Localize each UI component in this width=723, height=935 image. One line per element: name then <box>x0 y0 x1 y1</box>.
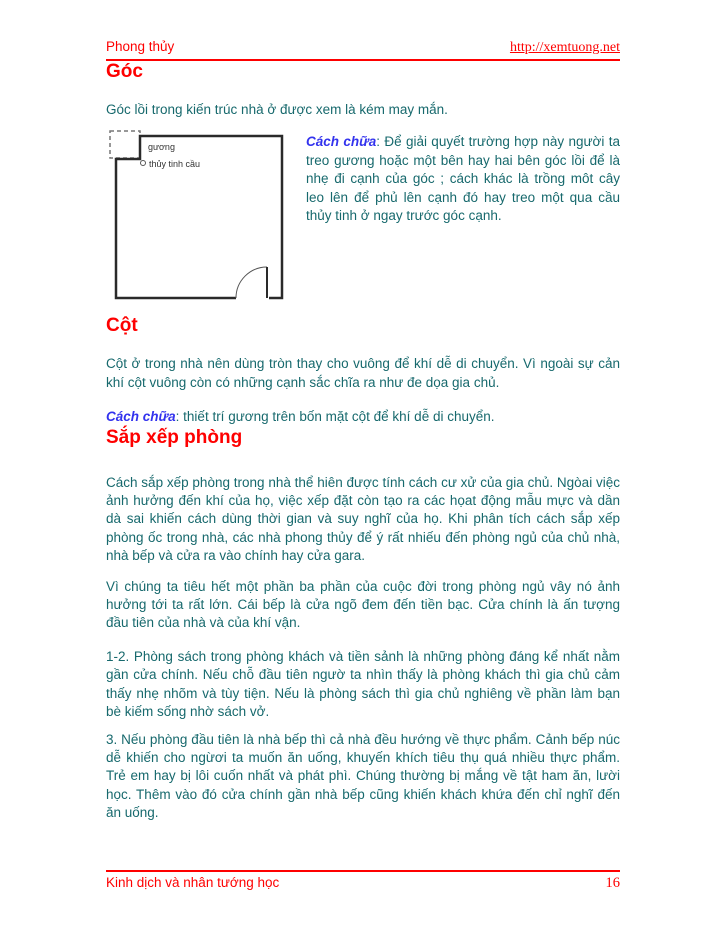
floor-plan-svg <box>106 129 298 315</box>
mirror-dashed-rect <box>110 131 140 158</box>
page-header <box>106 0 620 56</box>
footer-page-number: 16 <box>605 875 620 891</box>
footer-rule <box>106 870 620 872</box>
sxp-paragraph-3: 1-2. Phòng sách trong phòng khách và tiền sảnh là những phòng đáng kể nhất nằm gần cửa chính. Nếu chỗ đầu tiên ngườ ta nhìn thấy là phòng khách thì gia chủ cảm thấy nhẹ nhõm và tùy tiện. Nếu là phòng sách thì gia chủ nghiêng về phần làm bạn bè kiếm sống nhờ sách vở. <box>106 648 620 720</box>
section-heading-sap-xep-phong: Sắp xếp phòng <box>106 426 243 448</box>
cot-remedy-paragraph <box>106 408 620 426</box>
sxp-paragraph-2: Vì chúng ta tiêu hết một phần ba phần của cuộc đời trong phòng ngủ vây nó ảnh hưởng tới ta rất lớn. Cái bếp là cửa ngõ đem đến tiền bạc. Cửa chính là ấn tượng đầu tiên của nhà và của khí vận. <box>106 578 620 631</box>
crystal-label: thủy tinh cầu <box>149 159 201 170</box>
page-footer <box>106 870 620 892</box>
goc-figure-row <box>106 129 620 315</box>
goc-remedy-paragraph <box>306 133 620 225</box>
cot-remedy-label: Cách chữa <box>106 409 176 425</box>
goc-intro-paragraph: Góc lồi trong kiến trúc nhà ở được xem là kém may mắn. <box>106 102 448 117</box>
goc-remedy-text: : Để giải quyết trường hợp này người ta treo gương hoặc một bên hay hai bên góc lồi để là nhẹ đi cạnh của góc ; cách khác là trồng môt cây leo lên để phủ lên cạnh đó hay treo một qua cầu thủy tinh ở ngay trước góc cạnh. <box>306 134 620 224</box>
mirror-label: gương <box>148 142 175 153</box>
footer-title: Kinh dịch và nhân tướng học <box>106 875 280 890</box>
sxp-paragraph-1: Cách sắp xếp phòng trong nhà thể hiên được tính cách cư xử của gia chủ. Ngòai việc ảnh hưởng đến khí của họ, việc xếp đặt còn tạo ra các họat động mẫu mực và dần dà sai khiến cách dùng thời gian và suy nghĩ của họ. Khi phân tích cách sắp xếp phòng ốc trong nhà, các nhà phong thủy để ý rất nhiếu đến phòng ngủ của chủ nhà, nhà bếp và cửa ra vào chính hay cửa gara. <box>106 474 620 564</box>
cot-remedy-text: : thiết trí gương trên bốn mặt cột để khí dễ di chuyển. <box>175 409 495 425</box>
header-url-link[interactable]: http://xemtuong.net <box>509 40 620 55</box>
cot-body-paragraph: Cột ở trong nhà nên dùng tròn thay cho vuông để khí dễ di chuyển. Vì ngoài sự cản khí cột vuông còn có những cạnh sắc chĩa ra như đe dọa gia chủ. <box>106 356 620 390</box>
crystal-ball-icon <box>141 161 146 166</box>
section-heading-goc: Góc <box>106 61 143 82</box>
header-title: Phong thủy <box>106 39 175 54</box>
door-swing-arc <box>236 267 267 298</box>
section-heading-cot: Cột <box>106 315 138 337</box>
goc-remedy-label: Cách chữa <box>306 134 377 150</box>
sxp-paragraph-4: 3. Nếu phòng đầu tiên là nhà bếp thì cả nhà đều hướng về thực phẩm. Cảnh bếp núc dễ khiến cho ngừơi ta muốn ăn uống, khuyến khích tiêu thụ quá nhiều thực phẩm. Trẻ em hay bị lôi cuốn nhất và phát phì. Chúng thường bị mắng về tật ham ăn, lười học. Thêm vào đó cửa chính gần nhà bếp cũng khiến khách khứa đến chỉ nghĩ đến ăn uống. <box>106 731 620 821</box>
floor-plan-diagram <box>106 129 298 315</box>
